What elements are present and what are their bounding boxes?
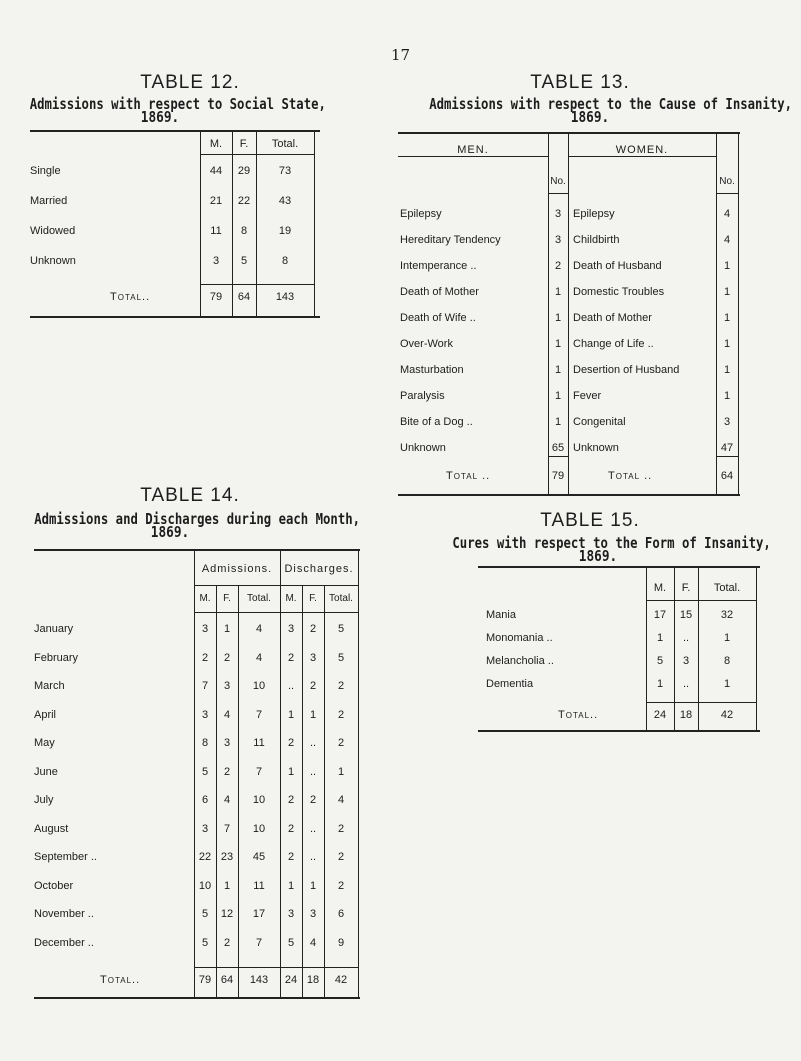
table14-month-label: December .. [34, 936, 94, 949]
table14-row [34, 679, 360, 693]
table14-cell-dis-m: 1 [287, 708, 295, 721]
table12-cell-total: 19 [278, 225, 292, 237]
table13-men-no: 65 [551, 442, 565, 454]
table15-row [478, 608, 760, 622]
table14-cell-adm-f: 4 [223, 708, 231, 721]
table14-cell-dis-f: 2 [309, 623, 317, 635]
table14-cell-adm-f: 2 [223, 936, 231, 949]
table14-cell-dis-total: 4 [337, 794, 345, 806]
table13-men-cause: Intemperance .. [400, 260, 477, 272]
table13-row [398, 233, 740, 247]
table14-cell-dis-total: 1 [337, 765, 345, 778]
table13-total-men-no: 79 [551, 470, 565, 482]
table15-total-label: Total.. [558, 709, 599, 721]
table14-row [34, 622, 360, 636]
table15-row-label: Dementia [486, 678, 534, 690]
table13-men-cause: Epilepsy [400, 208, 442, 220]
table13-women-cause: Unknown [573, 442, 619, 454]
table14-cell-dis-m: 3 [287, 623, 295, 635]
table13-row [398, 415, 740, 429]
table14-cell-adm-total: 11 [253, 737, 265, 749]
table14-cell-adm-m: 3 [201, 623, 209, 635]
table14-discharges-header: Discharges. [284, 563, 354, 575]
table12-cell-f: 8 [240, 225, 248, 237]
table12-header-f: F. [239, 138, 249, 150]
table14-cell-adm-m: 5 [201, 908, 209, 920]
table15-row [478, 654, 760, 668]
table14-cell-adm-f: 4 [223, 794, 231, 806]
table14-cell-dis-f: .. [309, 765, 317, 778]
table13-women-no: 1 [723, 286, 731, 298]
table14-cell-adm-total: 7 [255, 708, 263, 721]
table13-men-header: MEN. [457, 144, 489, 156]
table13-women-cause: Childbirth [573, 234, 620, 246]
table14-cell-dis-m: 5 [287, 936, 295, 949]
table14-cell-adm-total: 4 [255, 623, 263, 635]
table14-row [34, 736, 360, 750]
table14-admissions-f-header: F. [223, 593, 231, 604]
table13-men-no: 2 [554, 260, 562, 272]
table12-row-label: Widowed [30, 225, 76, 237]
table14-cell-dis-f: .. [309, 822, 317, 835]
table14-month-label: April [34, 708, 57, 721]
table13-total-women-label: Total .. [608, 470, 653, 482]
table14-cell-adm-f: 12 [220, 908, 234, 920]
table15 [478, 566, 760, 734]
table14-cell-dis-f: .. [309, 737, 317, 749]
table14-discharges-m-header: M. [285, 593, 297, 604]
table14-cell-adm-total: 10 [252, 680, 266, 692]
table14-cell-adm-total: 10 [252, 822, 266, 835]
table14-total-adm-total: 143 [249, 974, 269, 986]
table14-cell-adm-total: 4 [255, 651, 263, 664]
table12-cell-total: 8 [281, 255, 289, 267]
table14-cell-adm-m: 7 [201, 680, 209, 692]
table12-cell-m: 44 [209, 165, 223, 177]
table14-admissions-total-header: Total. [247, 593, 271, 604]
table13-women-no: 1 [723, 364, 731, 376]
table13-women-no-header: No. [719, 176, 735, 187]
table14-cell-dis-total: 5 [337, 651, 345, 664]
table13-men-no-header: No. [550, 176, 566, 187]
table13-subtitle: Admissions with respect to the Cause of Insanity, [429, 95, 793, 113]
table14-month-label: September .. [34, 851, 97, 863]
table12-title: TABLE 12. [140, 72, 240, 93]
table14-cell-adm-f: 2 [223, 765, 231, 778]
table13-women-no: 1 [723, 260, 731, 272]
table14-row [34, 708, 360, 722]
table15-cell-total: 8 [723, 655, 731, 667]
table13-men-cause: Hereditary Tendency [400, 234, 501, 246]
table12-total-f: 64 [237, 291, 251, 303]
table15-cell-total: 1 [723, 632, 731, 644]
table12-row-label: Married [30, 195, 68, 207]
table13-women-no: 4 [723, 208, 731, 220]
table12-total-label: Total.. [110, 291, 151, 303]
table13-men-no: 1 [554, 338, 562, 350]
table14-cell-dis-total: 9 [337, 936, 345, 949]
table13-women-cause: Change of Life .. [573, 338, 654, 350]
table14-discharges-f-header: F. [309, 593, 317, 604]
table14-cell-adm-m: 8 [201, 737, 209, 749]
table14-cell-adm-f: 23 [220, 851, 234, 863]
table13 [398, 132, 740, 498]
table14-cell-dis-total: 2 [337, 708, 345, 721]
table14-cell-dis-total: 2 [337, 879, 345, 892]
table14-cell-dis-f: 2 [309, 794, 317, 806]
table15-cell-m: 1 [656, 678, 664, 690]
table14-cell-adm-total: 7 [255, 936, 263, 949]
table13-men-cause: Death of Mother [400, 286, 479, 298]
table14-cell-adm-f: 2 [223, 651, 231, 664]
table14-cell-dis-total: 2 [337, 822, 345, 835]
table14-row [34, 907, 360, 921]
table13-men-cause: Death of Wife .. [400, 312, 476, 324]
table14-cell-adm-f: 3 [223, 737, 231, 749]
table13-men-cause: Paralysis [400, 390, 445, 402]
table13-men-no: 1 [554, 312, 562, 324]
table12-row [30, 224, 320, 238]
table14-cell-dis-m: 2 [287, 851, 295, 863]
table13-men-no: 1 [554, 390, 562, 402]
table13-men-no: 1 [554, 286, 562, 298]
table15-year: 1869. [578, 547, 618, 565]
table14-row [34, 879, 360, 893]
table14-month-label: March [34, 680, 65, 692]
table14 [34, 549, 360, 1001]
table14-cell-adm-f: 1 [223, 623, 231, 635]
table14-cell-dis-m: 1 [287, 879, 295, 892]
table15-cell-m: 17 [653, 609, 667, 621]
table14-cell-adm-total: 10 [252, 794, 266, 806]
table13-title: TABLE 13. [530, 72, 630, 93]
table13-women-cause: Domestic Troubles [573, 286, 665, 298]
table15-total-f: 18 [679, 709, 693, 721]
table14-cell-adm-total: 7 [255, 765, 263, 778]
table12-row [30, 164, 320, 178]
table15-total-t: 42 [720, 709, 734, 721]
table14-month-label: May [34, 737, 55, 749]
table14-month-label: June [34, 765, 58, 778]
table15-cell-f: .. [682, 678, 690, 690]
table13-women-cause: Congenital [573, 416, 626, 428]
table12-cell-m: 11 [210, 225, 222, 237]
table15-row-label: Monomania .. [486, 632, 553, 644]
table14-cell-dis-f: 1 [309, 879, 317, 892]
table14-cell-dis-f: 3 [309, 651, 317, 664]
table14-total-dis-f: 18 [306, 974, 320, 986]
table14-month-label: August [34, 822, 69, 835]
table12-cell-m: 21 [209, 195, 223, 207]
table14-cell-dis-m: 2 [287, 737, 295, 749]
table15-row [478, 631, 760, 645]
table14-title: TABLE 14. [140, 485, 240, 506]
page-number: 17 [390, 46, 411, 64]
table12-row-label: Single [30, 165, 61, 177]
table13-row [398, 363, 740, 377]
table14-cell-adm-m: 3 [201, 708, 209, 721]
table13-women-cause: Death of Husband [573, 260, 662, 272]
table13-women-no: 1 [723, 338, 731, 350]
table13-row [398, 285, 740, 299]
table15-cell-m: 1 [656, 632, 664, 644]
table13-women-cause: Desertion of Husband [573, 364, 680, 376]
table15-cell-m: 5 [656, 655, 664, 667]
table14-cell-dis-f: 1 [309, 708, 317, 721]
table14-row [34, 651, 360, 665]
table14-total-adm-m: 79 [198, 974, 212, 986]
table15-cell-f: .. [682, 632, 690, 644]
table14-row [34, 822, 360, 836]
table12-cell-f: 29 [237, 165, 251, 177]
table14-subtitle: Admissions and Discharges during each Month, [34, 510, 361, 528]
table14-cell-dis-m: 2 [287, 651, 295, 664]
table12-total-t: 143 [275, 291, 295, 303]
table14-admissions-header: Admissions. [201, 563, 273, 575]
table14-discharges-total-header: Total. [329, 593, 353, 604]
table14-cell-adm-total: 17 [252, 908, 266, 920]
table13-women-no: 1 [723, 390, 731, 402]
table14-total-row [34, 973, 360, 987]
table14-month-label: February [34, 651, 79, 664]
table13-total-row [398, 469, 740, 483]
table14-total-dis-m: 24 [284, 974, 298, 986]
table14-total-label: Total.. [100, 974, 141, 986]
table12-cell-m: 3 [212, 255, 220, 267]
table12-row-label: Unknown [30, 255, 76, 267]
table13-women-no: 1 [723, 312, 731, 324]
table13-row [398, 207, 740, 221]
table13-women-cause: Epilepsy [573, 208, 615, 220]
table14-cell-adm-m: 5 [201, 765, 209, 778]
table15-cell-total: 1 [723, 678, 731, 690]
table13-row [398, 259, 740, 273]
table14-cell-adm-m: 2 [201, 651, 209, 664]
table12-header-m: M. [209, 138, 223, 150]
table13-total-men-label: Total .. [446, 470, 491, 482]
table14-cell-dis-total: 2 [337, 851, 345, 863]
table13-women-no: 3 [723, 416, 731, 428]
table15-cell-total: 32 [720, 609, 734, 621]
table14-row [34, 936, 360, 950]
table15-subtitle: Cures with respect to the Form of Insanity, [452, 534, 771, 552]
table12-total-m: 79 [209, 291, 223, 303]
table12-row [30, 254, 320, 268]
table14-month-label: July [34, 794, 54, 806]
table15-row-label: Melancholia .. [486, 655, 554, 667]
table13-row [398, 389, 740, 403]
table12-cell-total: 73 [278, 165, 292, 177]
table13-row [398, 441, 740, 455]
table12-year: 1869. [140, 108, 180, 126]
table14-cell-dis-total: 6 [337, 908, 345, 920]
table12-cell-f: 22 [237, 195, 251, 207]
table15-cell-f: 3 [682, 655, 690, 667]
table14-cell-adm-total: 11 [253, 879, 265, 892]
table13-men-cause: Masturbation [400, 364, 464, 376]
table14-cell-dis-f: 4 [309, 936, 317, 949]
table14-cell-dis-f: 3 [309, 908, 317, 920]
table13-women-cause: Fever [573, 390, 602, 402]
table12-total-row [30, 290, 320, 304]
table12-row [30, 194, 320, 208]
table14-cell-adm-m: 5 [201, 936, 209, 949]
table14-row [34, 765, 360, 779]
table13-row [398, 337, 740, 351]
table15-cell-f: 15 [679, 609, 693, 621]
table14-cell-dis-m: .. [287, 680, 295, 692]
table14-cell-adm-f: 7 [223, 822, 231, 835]
table12-cell-f: 5 [240, 255, 248, 267]
table14-admissions-m-header: M. [199, 593, 211, 604]
table14-month-label: January [34, 623, 74, 635]
table14-row [34, 850, 360, 864]
table14-cell-dis-f: .. [309, 851, 317, 863]
table13-men-cause: Over-Work [400, 338, 453, 350]
table13-men-cause: Bite of a Dog .. [400, 416, 473, 428]
table14-cell-adm-m: 10 [198, 879, 212, 892]
table15-row [478, 677, 760, 691]
table13-row [398, 311, 740, 325]
table13-women-no: 4 [723, 234, 731, 246]
table14-cell-adm-m: 3 [201, 822, 209, 835]
table13-women-no: 47 [720, 442, 734, 454]
table13-men-cause: Unknown [400, 442, 446, 454]
table13-men-no: 3 [554, 234, 562, 246]
table14-cell-dis-m: 3 [287, 908, 295, 920]
table15-header-m: M. [653, 582, 667, 594]
table14-cell-dis-total: 2 [337, 680, 345, 692]
table14-row [34, 793, 360, 807]
table12 [30, 130, 320, 320]
table14-cell-dis-f: 2 [309, 680, 317, 692]
table13-men-no: 1 [554, 416, 562, 428]
table14-cell-adm-total: 45 [252, 851, 266, 863]
table15-total-m: 24 [653, 709, 667, 721]
table14-cell-dis-total: 2 [337, 737, 345, 749]
table12-subtitle: Admissions with respect to Social State, [29, 95, 326, 113]
table13-year: 1869. [570, 108, 610, 126]
table14-cell-adm-m: 22 [198, 851, 212, 863]
table12-cell-total: 43 [278, 195, 292, 207]
table14-total-adm-f: 64 [220, 974, 234, 986]
table13-men-no: 1 [554, 364, 562, 376]
table14-month-label: October [34, 879, 74, 892]
table14-cell-adm-f: 3 [223, 680, 231, 692]
table12-header-total: Total. [271, 138, 299, 150]
table14-cell-dis-total: 5 [337, 623, 345, 635]
table15-total-row [478, 708, 760, 722]
table13-women-header: WOMEN. [615, 144, 669, 156]
table15-row-label: Mania [486, 609, 516, 621]
table15-header-total: Total. [713, 582, 741, 594]
table14-cell-dis-m: 2 [287, 794, 295, 806]
table14-cell-adm-m: 6 [201, 794, 209, 806]
table13-men-no: 3 [554, 208, 562, 220]
table14-total-dis-total: 42 [334, 974, 348, 986]
table14-year: 1869. [150, 523, 190, 541]
table13-total-women-no: 64 [720, 470, 734, 482]
table14-cell-dis-m: 1 [287, 765, 295, 778]
table13-women-cause: Death of Mother [573, 312, 652, 324]
table14-cell-dis-m: 2 [287, 822, 295, 835]
table15-header-f: F. [681, 582, 691, 594]
table15-title: TABLE 15. [540, 510, 640, 531]
table14-cell-adm-f: 1 [223, 879, 231, 892]
table14-month-label: November .. [34, 908, 94, 920]
